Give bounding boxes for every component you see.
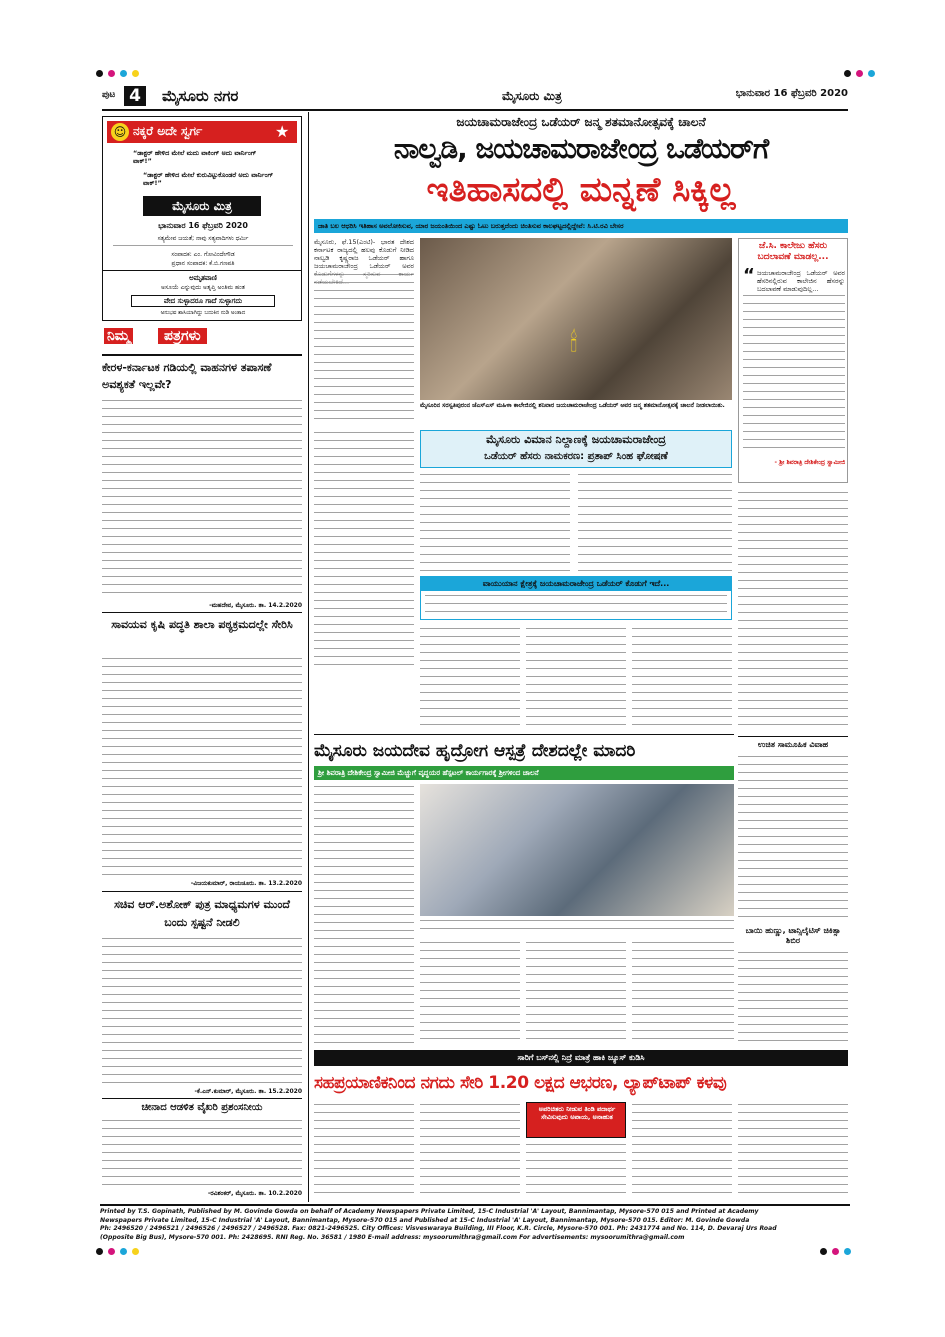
aviation-box-title: ವಾಯುಯಾನ ಕ್ಷೇತ್ರಕ್ಕೆ ಜಯಚಾಮರಾಜೇಂದ್ರ ಒಡೆಯರ್ ಕೊಡುಗೆ ಇದೆ...	[421, 577, 731, 591]
lead-body-start: ಮೈಸೂರು, ಫೆ.15(ಎಂಟಿ)- ಭಾರತ ದೇಶದ ಕರ್ನಾಟಕ ರಾಜ್ಯದಲ್ಲಿ ಹಲವು ಕೊಡುಗೆ ನೀಡಿದ ನಾಲ್ವಡಿ ಕೃಷ್ಣರಾಜ ಒಡೆಯರ್ ಹಾಗೂ ಜಯಚಾಮರಾಜೇಂದ್ರ ಒಡೆಯರ್ ಅವರ	[314, 238, 414, 270]
letters-tag-patragalu: ಪತ್ರಗಳು	[158, 328, 207, 344]
theft-headline: ಸಹಪ್ರಯಾಣಿಕನಿಂದ ನಗದು ಸೇರಿ 1.20 ಲಕ್ಷದ ಆಭರಣ, ಲ್ಯಾಪ್‌ಟಾಪ್ ಕಳವು	[314, 1073, 727, 1093]
registration-dot	[868, 70, 875, 77]
lead-body-col-5	[632, 626, 732, 730]
theft-body-col-2	[420, 1102, 520, 1200]
letter-1-body	[102, 398, 302, 598]
letter-1-title: ಕೇರಳ-ಕರ್ನಾಟಕ ಗಡಿಯಲ್ಲಿ ವಾಹನಗಳ ತಪಾಸಣೆ ಅವಶ್ಯಕತೆ ಇಲ್ಲವೇ?	[102, 361, 272, 391]
theft-body-col-4	[632, 1102, 732, 1200]
page-number: 4	[124, 86, 146, 106]
registration-dot	[96, 70, 103, 77]
lead-body-col-2	[314, 430, 414, 670]
theft-warning-box	[526, 1102, 626, 1138]
page-header	[102, 86, 848, 108]
lead-photo	[420, 238, 732, 400]
box-line-3: ಪ್ರಧಾನ ಸಂಪಾದಕ: ಕೆ.ಬಿ.ಗಣಪತಿ	[171, 260, 235, 267]
airport-headline-1: ಮೈಸೂರು ವಿಮಾನ ನಿಲ್ದಾಣಕ್ಕೆ ಜಯಚಾಮರಾಜೇಂದ್ರ	[486, 433, 666, 446]
theft-strap	[314, 1050, 848, 1066]
letter-divider	[102, 1098, 302, 1099]
lead-strap: ಜಾತಿ ಬಲ ಆಧರಿಸಿ ಇತಿಹಾಸ ಅವಲೋಕಿಸುವ, ಯಾರ ಜಯಂತಿಯಿಂದ ಎಷ್ಟು ಓಟು ಬರುತ್ತದೆಂದು ಚಿಂತಿಸುವ ಕಾಲಘಟ್ಟದಲ್ಲಿದ್ದೇವೆ: ಸಿ.ಟಿ.ರವಿ ಬೇಸರ	[314, 219, 848, 233]
box-date: ಭಾನುವಾರ 16 ಫೆಬ್ರವರಿ 2020	[158, 221, 248, 230]
column-rule	[308, 112, 309, 1202]
page-label: ಪುಟ	[102, 90, 116, 100]
letter-3-title: ಸಚಿವ ಆರ್.ಅಶೋಕ್ ಪುತ್ರ ಮಾಧ್ಯಮಗಳ ಮುಂದೆ ಬಂದು ಸ್ಪಷ್ಟನೆ ನೀಡಲಿ	[114, 898, 290, 929]
letter-2-signature: -ವಿಜಯಕುಮಾರ್, ರಾಯಚೂರು. ತಾ. 13.2.2020	[190, 880, 302, 887]
imprint-line-2: Newspapers Private Limited, 15-C Industrial 'A' Layout, Bannimantap, Mysore-570 015 and Published at 15-C Industrial 'A' Layout, Bannimantap, Mysore-570 015. Editor: M. Govinde Gowda	[100, 1216, 750, 1224]
registration-dot	[108, 1248, 115, 1255]
header-rule	[102, 109, 848, 111]
humor-banner	[107, 121, 297, 143]
theft-strap-text: ಸಾರಿಗೆ ಬಸ್‌ನಲ್ಲಿ ನಿದ್ರೆ ಮಾತ್ರೆ ಹಾಕಿ ಜ್ಯೂಸ್ ಕುಡಿಸಿ	[517, 1053, 645, 1062]
registration-dot	[120, 1248, 127, 1255]
imprint-line-1: Printed by T.S. Gopinath, Published by M. Govinde Gowda on behalf of Academy Newspapers Private Limited, 15-C Industrial 'A' Layout, Bannimantap, Mysore-570 015 and Printed at Academy	[100, 1208, 759, 1215]
box-line-2: ಸಂಪಾದಕ: ಎಂ. ಗೋವಿಂದೇಗೌಡ	[171, 251, 235, 258]
amrutavani-title: ಅಮೃತವಾಣಿ	[189, 274, 217, 282]
quote-mark-icon: “	[743, 265, 755, 286]
registration-dot	[132, 1248, 139, 1255]
lead-body-col-1	[314, 272, 414, 422]
lead-headline-1: ನಾಲ್ವಡಿ, ಜಯಚಾಮರಾಜೇಂದ್ರ ಒಡೆಯರ್‌ಗೆ	[393, 132, 769, 165]
sidebar-body	[743, 293, 845, 453]
wedding-body	[738, 754, 848, 924]
box-masthead: ಮೈಸೂರು ಮಿತ್ರ	[143, 196, 261, 216]
airport-body-col-2	[578, 472, 732, 572]
jayadeva-photo-caption	[420, 918, 734, 936]
jayadeva-body-col-3	[420, 940, 520, 1044]
section-name: ಮೈಸೂರು ನಗರ	[162, 87, 239, 105]
lead-body-col-3	[420, 626, 520, 730]
lead-kicker: ಜಯಚಾಮರಾಜೇಂದ್ರ ಒಡೆಯರ್ ಜನ್ಮ ಶತಮಾನೋತ್ಸವಕ್ಕೆ ಚಾಲನೆ	[456, 115, 706, 129]
lamp-icon: 🕯	[570, 328, 578, 358]
column-rule	[738, 736, 848, 737]
section-rule	[314, 734, 734, 735]
lead-headline-2: ಇತಿಹಾಸದಲ್ಲಿ ಮನ್ನಣೆ ಸಿಕ್ಕಿಲ್ಲ	[426, 170, 736, 210]
humor-box	[102, 116, 302, 321]
jayadeva-body-col-5	[632, 940, 734, 1044]
camp-body	[738, 950, 848, 1044]
laughing-face-icon: ☺	[111, 123, 129, 141]
letter-2-body	[102, 656, 302, 876]
proverb-sub: ಅನುಭವ ಶಾಸಿಯಾಗಿದ್ದು ಬದುಕಿನ ನುಡಿ ಅಂತಾದ	[160, 310, 246, 316]
page-date: ಭಾನುವಾರ 16 ಫೆಬ್ರವರಿ 2020	[735, 88, 848, 99]
registration-dot	[120, 70, 127, 77]
sidebar-quote: ಜಯಚಾಮರಾಜೇಂದ್ರ ಒಡೆಯರ್ ಅವರ ಹೆಸರಿನಲ್ಲಿರುವ ಕಾಲೇಜಿನ ಹೆಸರನ್ನು ಬದಲಾವಣೆ ಮಾಡುವುದಿಲ್ಲ...	[757, 269, 845, 293]
sidebar-continuation	[738, 490, 848, 730]
camp-title: ಬಾಯಿ ಹುಣ್ಣು, ಟಾನ್ಸಿಲೈಟಿಸ್ ಚಿಕಿತ್ಸಾ ಶಿಬಿರ	[745, 926, 841, 945]
box-line-1: ಸತ್ಯಮೇವ ಜಯತೆ; ನಾವು ಸತ್ಯವಾದಿಗಳು ಧರ್ಮಿ	[157, 235, 249, 242]
wedding-title: ಉಚಿತ ಸಾಮೂಹಿಕ ವಿವಾಹ	[757, 740, 829, 749]
letter-divider	[102, 612, 302, 613]
imprint-line-4: (Opposite Big Bus), Mysore-570 001. Ph: 2428695. RNI Reg. No. 36581 / 1980 E-mail address: mysoorumithra@gmail.com For advertisements: mysoorumithra@gmail.com	[100, 1233, 685, 1241]
lead-body-col-4	[526, 626, 626, 730]
footer-rule	[100, 1204, 850, 1206]
sidebar-title: ಜೆ.ಸಿ. ಕಾಲೇಜು ಹೆಸರು ಬದಲಾವಣೆ ಮಾಡಲ್ಲ...	[757, 241, 829, 262]
letter-3-body	[102, 936, 302, 1086]
letter-1-signature: -ಮಹದೇವ, ಮೈಸೂರು. ತಾ. 14.2.2020	[209, 602, 302, 609]
letter-divider	[102, 891, 302, 892]
humor-title: ನಕ್ಕರೆ ಅದೇ ಸ್ವರ್ಗ	[133, 124, 203, 138]
box-text-filler	[113, 243, 293, 249]
aviation-box-body	[425, 593, 727, 617]
masthead: ಮೈಸೂರು ಮಿತ್ರ	[502, 89, 562, 103]
sidebar-attribution: - ಶ್ರೀ ಶಿವರಾತ್ರಿ ದೇಶಿಕೇಂದ್ರ ಸ್ವಾಮೀಜಿ	[774, 459, 845, 466]
letters-tag	[102, 326, 302, 350]
theft-body-col-3	[526, 1142, 626, 1200]
amrutavani-text: ಅಸೂಯೆ ಎನ್ನುವುದು ಅತೃಪ್ತಿ ಅಂತಿಮ ಹಂತ	[161, 284, 245, 291]
jayadeva-body-col-4	[526, 940, 626, 1044]
registration-dot	[856, 70, 863, 77]
jayadeva-photo	[420, 784, 734, 916]
left-column	[102, 116, 302, 1201]
letters-rule	[102, 354, 302, 356]
jayadeva-body-col-2	[314, 944, 414, 1044]
jayadeva-subhead: ಶ್ರೀ ಶಿವರಾತ್ರಿ ದೇಶಿಕೇಂದ್ರ ಸ್ವಾಮೀಜಿ ಮೆಚ್ಚುಗೆ ವೃದ್ಧಯರ ಹೆಸ್ಪಟಲ್ ಕಾರ್ಯಗಾರಕ್ಕೆ ಶ್ರೀಗಳಿಂದ ಚಾಲನೆ	[314, 766, 734, 780]
letter-4-body	[102, 1118, 302, 1188]
letter-4-title: ಚೀನಾದ ಆಡಳಿತ ವೈಖರಿ ಪ್ರಶಂಸನೀಯ	[141, 1102, 263, 1113]
jayadeva-body-col-1	[314, 784, 414, 940]
registration-dot	[832, 1248, 839, 1255]
proverb: ವೇದ ಸುಳ್ಳಾದರೂ ಗಾದೆ ಸುಳ್ಳಾಗದು	[131, 295, 275, 307]
registration-dot	[820, 1248, 827, 1255]
letters-tag-nimma: ನಿಮ್ಮ	[104, 328, 133, 344]
airport-headline-box	[420, 430, 732, 468]
jayadeva-headline: ಮೈಸೂರು ಜಯದೇವ ಹೃದ್ರೋಗ ಆಸ್ಪತ್ರೆ ದೇಶದಲ್ಲೇ ಮಾದರಿ	[314, 741, 636, 761]
imprint-line-3: Ph: 2496520 / 2496521 / 2496526 / 2496527 / 2496528. Fax: 0821-2496525. City Offices: Visveswaraya Building, III Floor, K.R. Circle, Mysore-570 001. Ph: 2431774 and No. 114, D. Devaraj Urs Road	[100, 1225, 777, 1233]
letter-2-title: ಸಾವಯವ ಕೃಷಿ ಪದ್ಧತಿ ಶಾಲಾ ಪಠ್ಯಕ್ರಮದಲ್ಲೇ ಸೇರಿಸಿ	[111, 618, 293, 631]
airport-headline-2: ಒಡೆಯರ್ ಹೆಸರು ನಾಮಕರಣ: ಪ್ರತಾಪ್ ಸಿಂಹ ಘೋಷಣೆ	[484, 451, 668, 462]
humor-quote-1: “ಡಾಕ್ಟರ್ ಹೇಳಿದ ಮೇಲೆ ಮದು ವಾಕಿಂಗ್ ಅದು ವಾರ್ನಿಂಗ್ ವಾಕ್!”	[133, 149, 257, 165]
registration-dot	[844, 70, 851, 77]
theft-body-col-5	[738, 1102, 848, 1200]
aviation-box	[420, 576, 732, 620]
letter-4-signature: -ರವಿಶಂಕರ್, ಮೈಸೂರು. ತಾ. 10.2.2020	[207, 1190, 302, 1197]
jc-college-sidebar	[738, 238, 848, 483]
registration-dot	[844, 1248, 851, 1255]
cartoon-figure-icon: ★	[275, 122, 290, 141]
airport-body-col-1	[420, 472, 570, 572]
letter-3-signature: -ಕೆ.ಎನ್.ಕುಮಾರ್, ಮೈಸೂರು. ತಾ. 15.2.2020	[194, 1088, 302, 1095]
registration-dot	[108, 70, 115, 77]
lead-photo-caption: ಮೈಸೂರಿನ ಸರಸ್ವತಿಪುರಂನ ಜೆಎಸ್ಎಸ್ ಮಹಿಳಾ ಕಾಲೇಜಿನಲ್ಲಿ ಶನಿವಾರ ಜಯಚಾಮರಾಜೇಂದ್ರ ಒಡೆಯರ್ ಅವರ ಜನ್ಮ ಶತಮಾನೋತ್ಸವಕ್ಕೆ ಚಾಲನೆ ನೀಡಲಾಯಿತು.	[420, 402, 725, 409]
theft-warning-text: ಅಪರಿಚಿತರು ನೀಡುವ ತಿಂಡಿ ಪದಾರ್ಥ ಸೇವಿಸುವುದು ಅಪಾಯ, ಅನಾಹುತ	[538, 1105, 616, 1121]
theft-body-col-1	[314, 1102, 414, 1200]
imprint	[100, 1208, 850, 1244]
registration-dot	[96, 1248, 103, 1255]
registration-dot	[132, 70, 139, 77]
box-divider	[103, 270, 301, 271]
humor-quote-2: “ಡಾಕ್ಟರ್ ಹೇಳಿದ ಮೇಲೆ ಕುರುವಿಟ್ಟುಕೊಂಡರೆ ಅದು ವಾರ್ನಿಂಗ್ ವಾಕ್!”	[143, 171, 274, 187]
